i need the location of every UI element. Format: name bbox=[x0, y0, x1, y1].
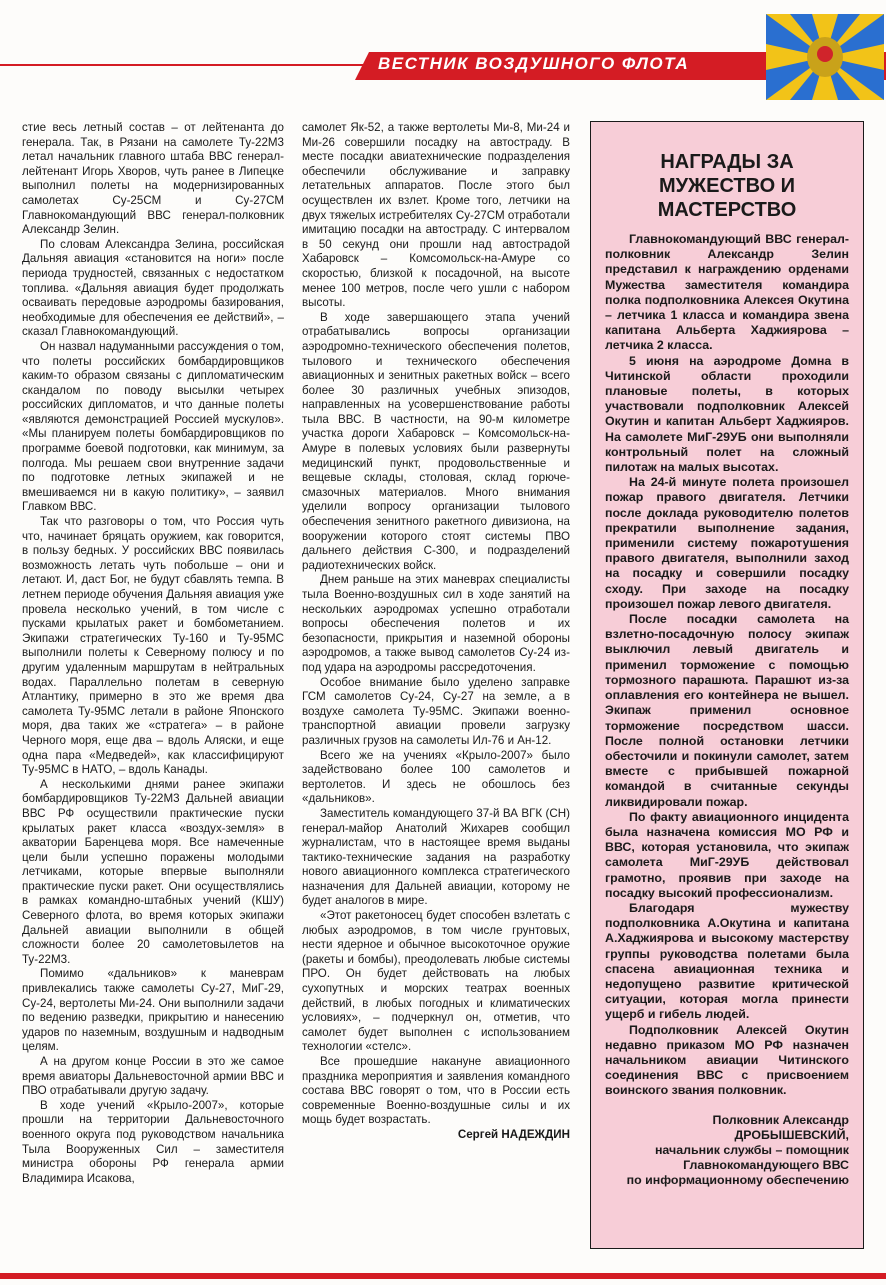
article-paragraph: Всего же на учениях «Крыло-2007» было задействовано более 100 самолетов и вертолетов. И здесь не обошлось без «дальников». bbox=[302, 748, 570, 806]
article-paragraph: Помимо «дальников» к маневрам привлекались также самолеты Су-27, МиГ-29, Су-24, вертолеты Ми-24. Они выполнили задачи по ведению разведки, прикрытию и нанесению ударов по наземным, воздушным и надводным целям. bbox=[22, 967, 284, 1054]
credit-line: Главнокомандующего ВВС bbox=[683, 1158, 849, 1173]
sidebar-paragraph: Благодаря мужеству подполковника А.Окутина и капитана А.Хаджиярова и высокому мастерству группы руководства полетами была спасена авиационная техника и недопущено развитие критической ситуации, которая могла принести ущерб и гибель людей. bbox=[605, 900, 849, 1022]
article-paragraph: Все прошедшие накануне авиационного праздника мероприятия и заявления командного состава ВВС говорят о том, что в России есть современные Военно-воздушные силы и их мощь будет возрастать. bbox=[302, 1055, 570, 1127]
sidebar-paragraph: По факту авиационного инцидента была назначена комиссия МО РФ и ВВС, которая установила, что экипаж самолета МиГ-29УБ действовал грамотно, проявив при заходе на посадку высокий профессионализм. bbox=[605, 809, 849, 900]
sidebar-paragraph: Подполковник Алексей Окутин недавно приказом МО РФ назначен начальником авиации Читинского соединения ВВС с присвоением воинского звания полковник. bbox=[605, 1022, 849, 1098]
article-paragraph: В ходе завершающего этапа учений отрабатывались вопросы организации аэродромно-технического обеспечения полетов, тылового и технического обеспечения авиационных и зенитных ракетных войск – всего более 30 различных учебных эпизодов, направленных на усовершенствование работы тыла ВВС. В частности, на 90-м километре участка дороги Хабаровск – Комсомольск-на-Амуре в полевых условиях были развернуты медицинский пункт, продовольственные и вещевые склады, столовая, склад горюче-смазочных материалов. Много внимания уделили вопросу организации тылового обеспечения зенитного ракетного дивизиона, на вооружении которого стоят системы ПВО дальнего действия С-300, и подразделений радиотехнических войск. bbox=[302, 310, 570, 572]
article-paragraph: Он назвал надуманными рассуждения о том, что полеты российских бомбардировщиков каким-то образом связаны с дипломатическим скандалом по поводу высылки четырех российских дипломатов, и что данные полеты «являются демонстрацией Россией мускулов». «Мы планируем полеты бомбардировщиков по программе боевой подготовки, как минимум, за полгода. Мы решаем свои внутренние задачи по подготовке летных экипажей и не вмешиваемся ни в какую политику», – заявил Главком ВВС. bbox=[22, 339, 284, 514]
air-force-flag-icon bbox=[766, 14, 884, 100]
article-column-1 bbox=[22, 121, 284, 1186]
sidebar-paragraph: 5 июня на аэродроме Домна в Читинской области проходили плановые полеты, в которых участвовали подполковник Алексей Окутин и капитан Альберт Хаджияров. На самолете МиГ-29УБ они выполняли контрольный полет на сложный пилотаж на малых высотах. bbox=[605, 353, 849, 475]
credit-line: начальник службы – помощник bbox=[654, 1142, 849, 1157]
awards-sidebar bbox=[590, 121, 864, 1249]
author-signature: Сергей НАДЕЖДИН bbox=[457, 1127, 570, 1141]
article-paragraph: Днем раньше на этих маневрах специалисты тыла Военно-воздушных сил в ходе занятий на нескольких аэродромах успешно отработали вопросы обеспечения полетов и их безопасности, прикрытия и наземной обороны аэродромов, а также вывод самолетов Су-24 из-под удара на аэродромы рассредоточения. bbox=[302, 573, 570, 674]
sidebar-paragraph: На 24-й минуте полета произошел пожар правого двигателя. Летчики после доклада руководителю полетов прекратили выполнение задания, применили систему пожаротушения правого двигателя, выполнили заход на посадку и совершили посадку сходу. При заходе на посадку произошел пожар левого двигателя. bbox=[605, 475, 849, 611]
article-paragraph: В ходе учений «Крыло-2007», которые прошли на территории Дальневосточного военного округа под руководством начальника Тыла Вооруженных Сил – заместителя министра обороны РФ генерала армии Владимира Исакова, bbox=[22, 1098, 284, 1185]
article-paragraph: самолет Як-52, а также вертолеты Ми-8, Ми-24 и Ми-26 совершили посадку на автостраду. В месте посадки авиатехнические подразделения обеспечили обслуживание и заправку летательных аппаратов. После этого был осуществлен их взлет. Кроме того, летчики на двух тяжелых истребителях Су-27СМ отработали имитацию посадки на автостраду. С интервалом в 50 секунд они прошли над автострадой Хабаровск – Комсомольск-на-Амуре со скоростью, близкой к посадочной, на высоте менее 100 метров, после чего ушли с набором высоты. bbox=[302, 121, 570, 310]
article-paragraph: А несколькими днями ранее экипажи бомбардировщиков Ту-22М3 Дальней авиации ВВС РФ осуществили практические пуски крылатых ракет класса «воздух-земля» в акватории Баренцева моря. Все намеченные цели были успешно поражены молодыми летчиками, которые впервые выполняли практические пуски ракет. Они осуществлялись в рамках командно-штабных учений (КШУ) Северного флота, во время которых экипажи Дальней авиации выполнили в общей сложности более 20 самолетовылетов на Ту-22М3. bbox=[22, 777, 284, 966]
magazine-section-title: ВЕСТНИК ВОЗДУШНОГО ФЛОТА bbox=[378, 54, 690, 73]
sidebar-paragraph: Главнокомандующий ВВС генерал-полковник Александр Зелин представил к награждению орденами Мужества заместителя командира полка подполковника Алексея Окутина – летчика 1 класса и командира звена капитана Альберта Хаджиярова – летчика 2 класса. bbox=[605, 232, 849, 353]
article-column-2 bbox=[302, 121, 570, 1143]
sidebar-title: НАГРАДЫ ЗА МУЖЕСТВО И МАСТЕРСТВО bbox=[657, 151, 797, 221]
article-paragraph: «Этот ракетоносец будет способен взлетать с любых аэродромов, в том числе грунтовых, нести ядерное и обычное высокоточное оружие (ракеты и бомбы), преодолевать любые системы ПРО. Он будет действовать на любых сухопутных и морских театрах военных действий, в любых погодных и климатических условиях», – подчеркнул он, отметив, что самолет будет выполнен с использованием технологии «стелс». bbox=[302, 909, 570, 1054]
article-paragraph: Особое внимание было уделено заправке ГСМ самолетов Су-24, Су-27 на земле, а в воздухе самолета Ту-95МС. Экипажи военно-транспортной авиации провели загрузку различных грузов на самолеты Ил-76 и Ан-12. bbox=[302, 675, 570, 747]
sidebar-credit bbox=[605, 1113, 849, 1189]
article-paragraph: стие весь летный состав – от лейтенанта до генерала. Так, в Рязани на самолете Ту-22М3 летал начальник главного штаба ВВС генерал-лейтенант Игорь Хворов, чуть ранее в Липецке выполнил полеты на модернизированных самолетах Су-25СМ и Су-27СМ Главнокомандующий ВВС генерал-полковник Александр Зелин. bbox=[22, 121, 284, 237]
article-paragraph: Так что разговоры о том, что Россия чуть что, начинает бряцать оружием, как говорится, в пользу бедных. У российских ВВС появилась возможность летать чуть побольше – они и летают. И, даст Бог, не будут сбавлять темпа. В летнем периоде обучения Дальняя авиация уже провела несколько учений, в том числе с пусками крылатых ракет и бомбометанием. Экипажи стратегических Ту-160 и Ту-95МС выполнили полеты к Северному полюсу и по другим удаленным маршрутам в нейтральных водах. Параллельно полетам в северную Атлантику, примерно в это же время два самолета Ту-95МС летали в районе Японского моря, два таких же «стратега» – в районе Черного моря, еще два – вдоль Аляски, и еще одна пара «Медведей», как классифицируют Ту-95МС в НАТО, – вдоль Канады. bbox=[22, 515, 284, 777]
footer-band bbox=[0, 1273, 886, 1279]
sidebar-paragraph: После посадки самолета на взлетно-посадочную полосу экипаж выключил левый двигатель и применил торможение с помощью тормозного парашюта. Парашют из-за оплавления его контейнера не вышел. Экипаж применил основное торможение посредством шасси. После полной остановки летчики обесточили и покинули самолет, затем вместе с прибывшей пожарной командой в считанные секунды ликвидировали пожар. bbox=[605, 612, 849, 809]
article-paragraph: По словам Александра Зелина, российская Дальняя авиация «становится на ноги» после периода трудностей, связанных с недостатком топлива. «Дальняя авиация будет продолжать осваивать передовые аэродромы базирования, необходимые для обеспечения ее действий», – сказал Главнокомандующий. bbox=[22, 237, 284, 339]
article-paragraph: Заместитель командующего 37-й ВА ВГК (СН) генерал-майор Анатолий Жихарев сообщил журналистам, что в настоящее время выданы тактико-технические задания на разработку нового авиационного комплекса стратегического назначения для Дальней авиации, которому не будет аналогов в мире. bbox=[302, 806, 570, 908]
credit-line: Полковник Александр ДРОБЫШЕВСКИЙ, bbox=[712, 1112, 849, 1142]
article-paragraph: А на другом конце России в это же самое время авиаторы Дальневосточной армии ВВС и ПВО отрабатывали другую задачу. bbox=[22, 1055, 284, 1098]
credit-line: по информационному обеспечению bbox=[626, 1173, 849, 1188]
